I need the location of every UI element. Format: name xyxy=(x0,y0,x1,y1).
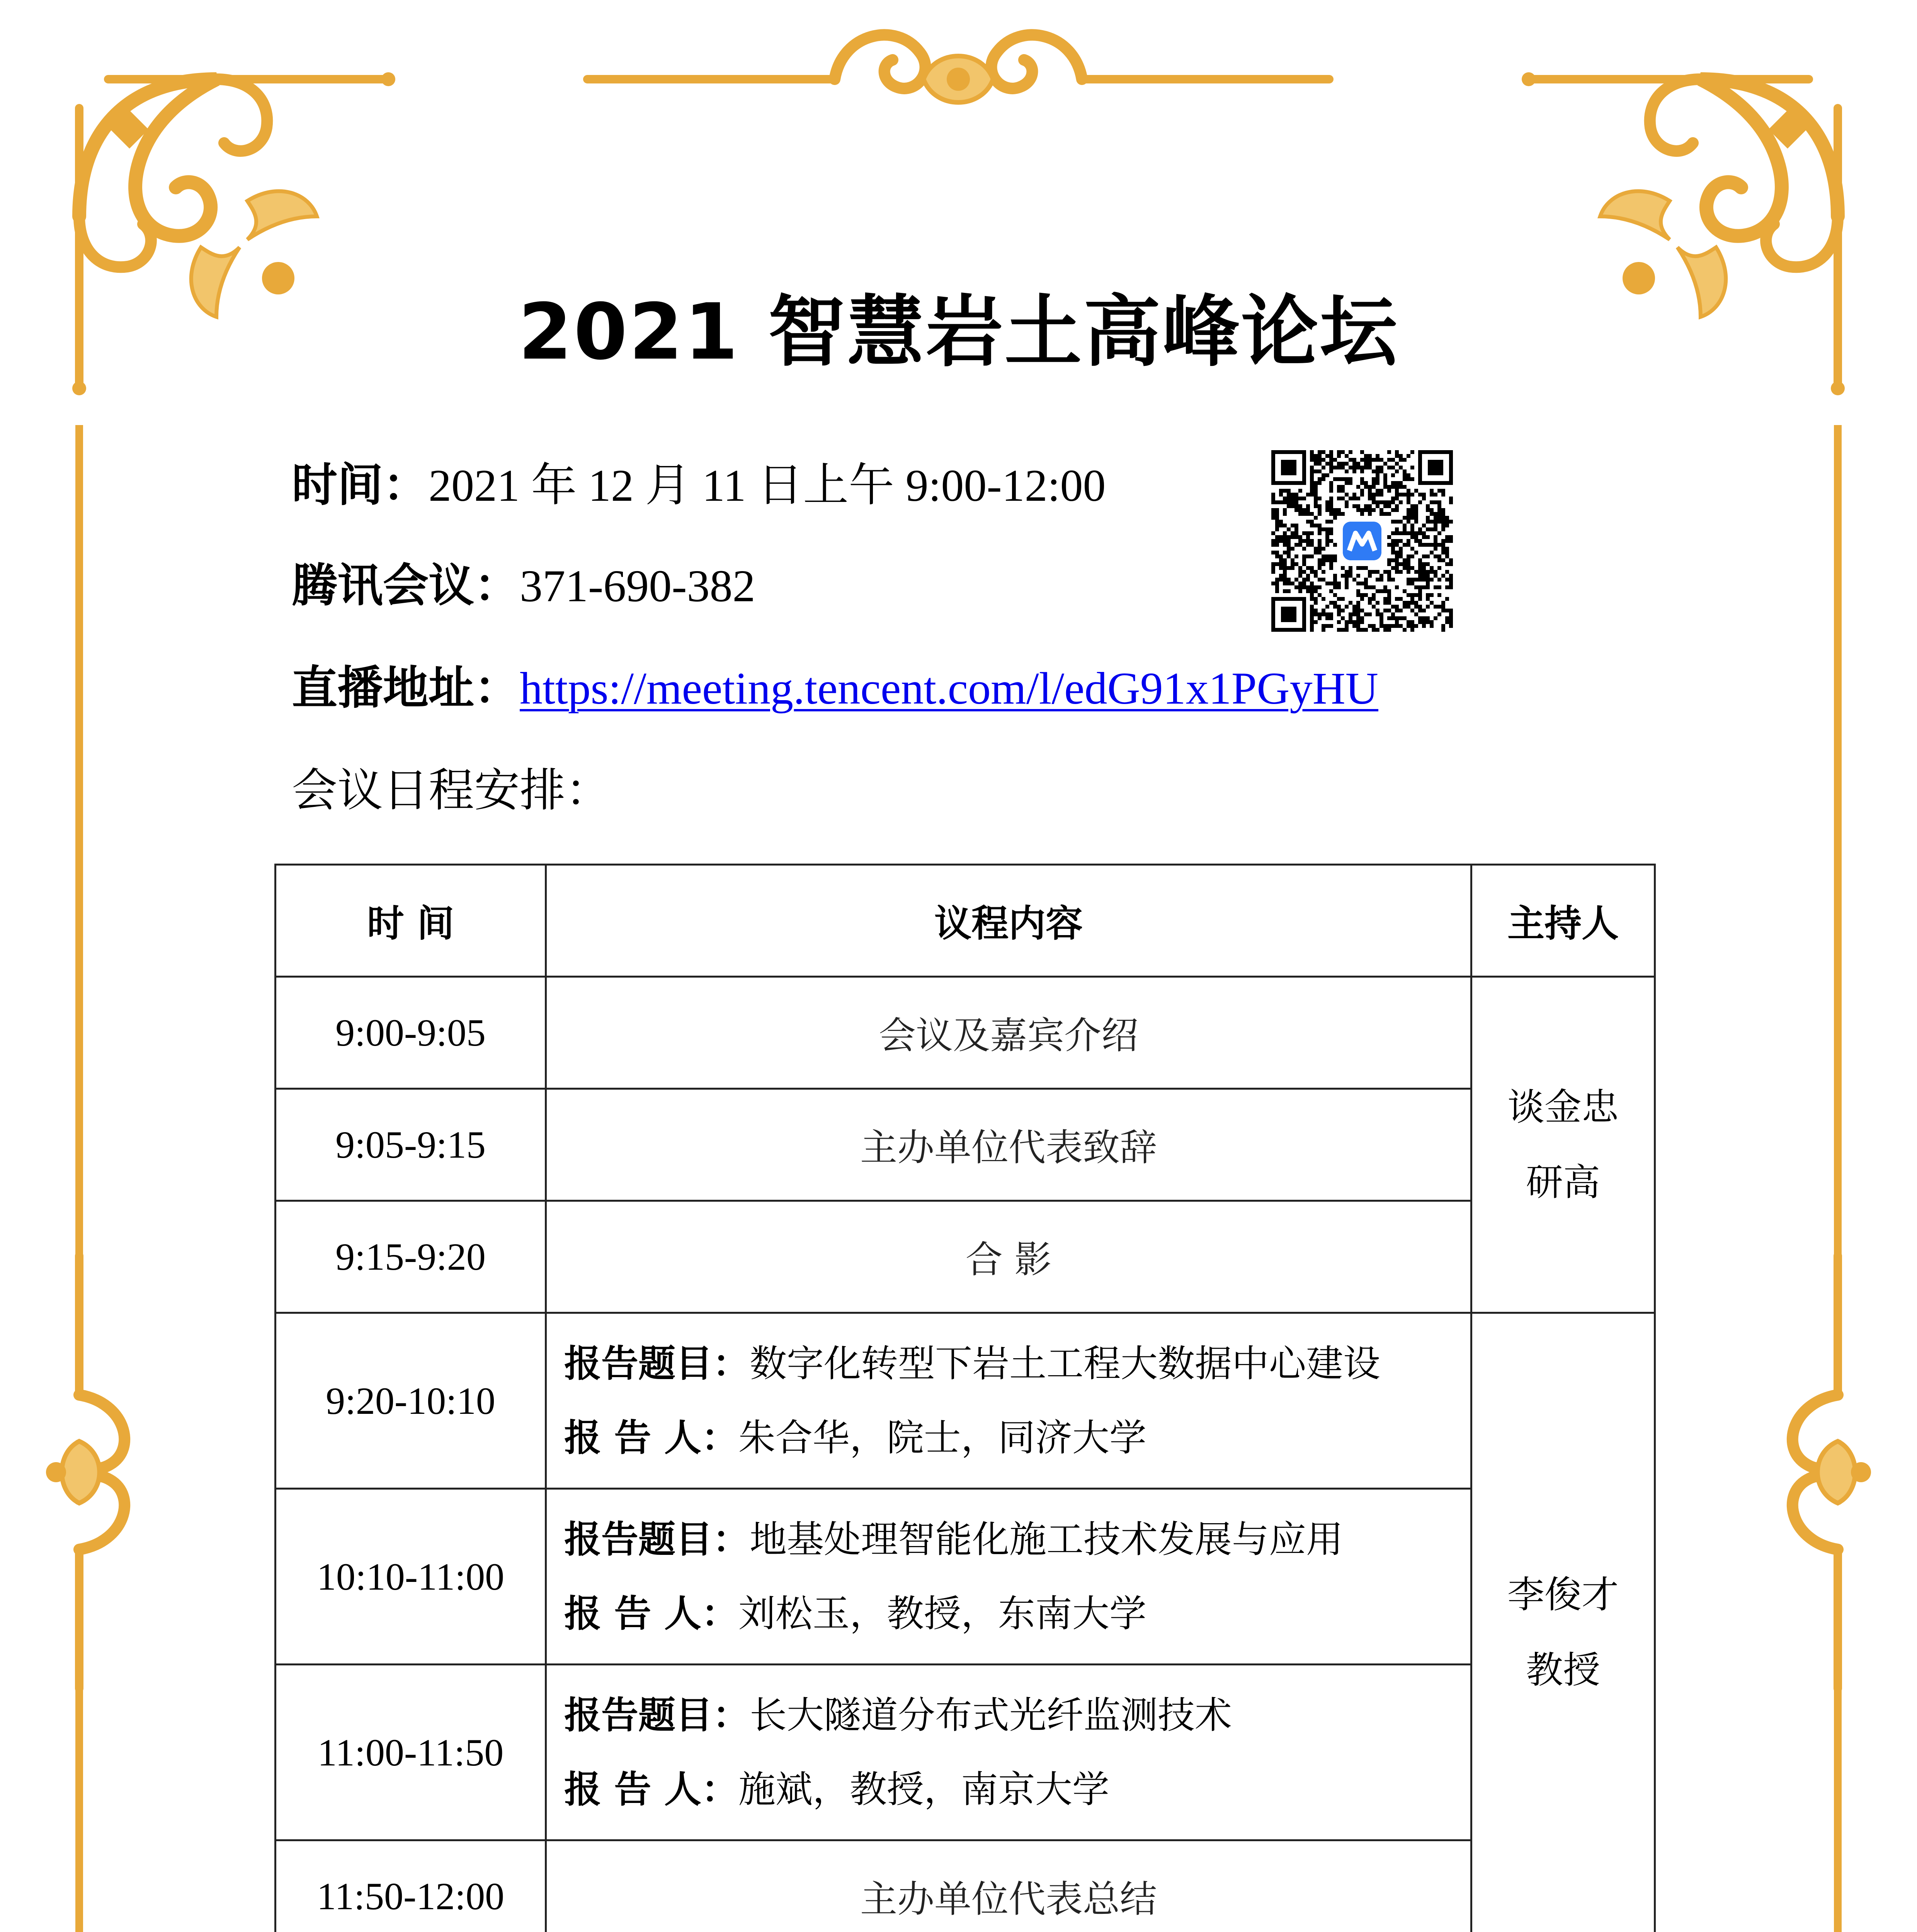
table-row xyxy=(276,977,1655,1089)
table-row xyxy=(276,1665,1655,1840)
row-time: 10:10-11:00 xyxy=(276,1489,546,1665)
report-speaker: 施斌，教授，南京大学 xyxy=(738,1768,1109,1811)
table-row xyxy=(276,1489,1655,1665)
table-row xyxy=(276,1313,1655,1489)
agenda-table xyxy=(274,864,1654,1932)
report-topic: 长大隧道分布式光纤监测技术 xyxy=(750,1694,1232,1737)
host-name: 李俊才 xyxy=(1507,1573,1619,1616)
host-title: 研高 xyxy=(1526,1160,1600,1204)
table-row xyxy=(276,1201,1655,1313)
row-content: 主办单位代表致辞 xyxy=(546,1089,1471,1201)
row-content: 会议及嘉宾介绍 xyxy=(546,977,1471,1089)
row-time: 11:50-12:00 xyxy=(276,1840,546,1932)
info-live xyxy=(292,661,1378,716)
report-topic: 地基处理智能化施工技术发展与应用 xyxy=(750,1518,1343,1561)
host-name: 谈金忠 xyxy=(1507,1085,1619,1129)
host-cell-2 xyxy=(1471,1313,1655,1932)
meeting-label: 腾讯会议： xyxy=(292,559,520,612)
row-content: 合 影 xyxy=(546,1201,1471,1313)
qr-code-icon xyxy=(1271,450,1453,632)
host-cell-1 xyxy=(1471,977,1655,1313)
page-title: 2021 智慧岩土高峰论坛 xyxy=(518,287,1399,377)
report-cell xyxy=(546,1313,1471,1489)
report-speaker: 刘松玉，教授，东南大学 xyxy=(738,1592,1146,1635)
header-time: 时 间 xyxy=(276,865,546,977)
info-schedule xyxy=(292,763,611,817)
live-label: 直播地址： xyxy=(292,661,520,714)
row-time: 9:15-9:20 xyxy=(276,1201,546,1313)
report-cell xyxy=(546,1665,1471,1840)
speaker-label: 报 告 人： xyxy=(564,1592,738,1635)
time-value: 2021 年 12 月 11 日上午 9:00-12:00 xyxy=(429,460,1106,511)
topic-label: 报告题目： xyxy=(564,1518,750,1561)
report-topic: 数字化转型下岩土工程大数据中心建设 xyxy=(750,1342,1380,1385)
report-speaker: 朱合华，院士，同济大学 xyxy=(738,1416,1146,1459)
row-time: 9:00-9:05 xyxy=(276,977,546,1089)
table-header-row xyxy=(276,865,1655,977)
schedule-label: 会议日程安排： xyxy=(292,764,611,817)
topic-label: 报告题目： xyxy=(564,1342,750,1385)
topic-label: 报告题目： xyxy=(564,1694,750,1737)
info-meeting xyxy=(292,558,755,613)
live-url-link[interactable]: https://meeting.tencent.com/l/edG91x1PGyHU xyxy=(520,663,1379,714)
row-time: 9:05-9:15 xyxy=(276,1089,546,1201)
speaker-label: 报 告 人： xyxy=(564,1768,738,1811)
header-host: 主持人 xyxy=(1471,865,1655,977)
time-label: 时间： xyxy=(292,458,429,512)
report-cell xyxy=(546,1489,1471,1665)
host-title: 教授 xyxy=(1526,1648,1600,1692)
row-time: 9:20-10:10 xyxy=(276,1313,546,1489)
row-time: 11:00-11:50 xyxy=(276,1665,546,1840)
table-row xyxy=(276,1840,1655,1932)
speaker-label: 报 告 人： xyxy=(564,1416,738,1459)
meeting-id: 371-690-382 xyxy=(520,561,755,611)
table-row xyxy=(276,1089,1655,1201)
header-content: 议程内容 xyxy=(546,865,1471,977)
info-time xyxy=(292,458,1106,513)
row-content: 主办单位代表总结 xyxy=(546,1840,1471,1932)
